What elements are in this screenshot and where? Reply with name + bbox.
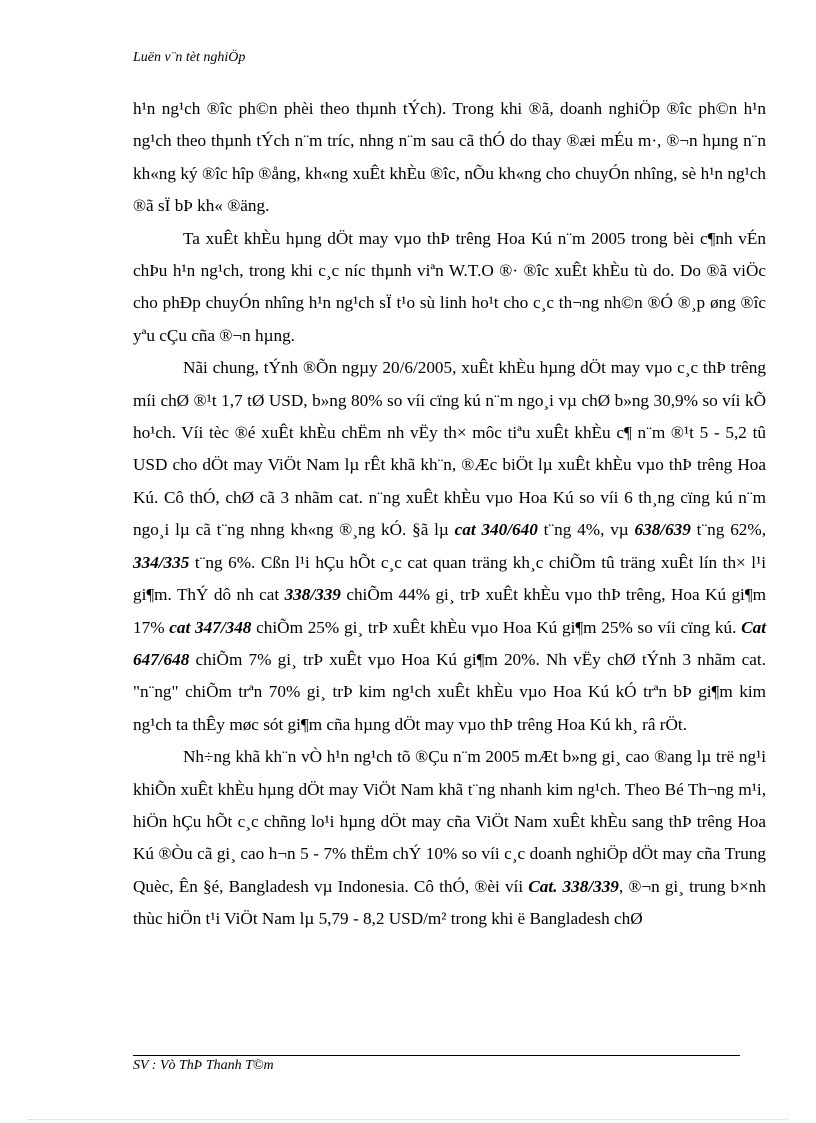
body-text (133, 93, 766, 936)
paragraph (133, 352, 766, 741)
paragraph (133, 93, 766, 223)
text-run: Nãi chung, tÝnh ®Õn ngµy 20/6/2005, xuÊt khÈu hµng dÖt may vµo c¸c thÞ trêng míi chØ ®¹t 1,7 tØ USD, b»ng 80% so víi cïng kú n¨m ngo¸i vµ chØ b»ng 30,9% so víi kÕ ho¹ch. Víi tèc ®é xuÊt khÈu chËm nh vËy th× môc tiªu xuÊt khÈu c¶ n¨m ®¹t 5 - 5,2 tû USD cho dÖt may ViÖt Nam lµ rÊt khã kh¨n, ®Æc biÖt lµ xuÊt khÈu vµo thÞ trêng Hoa Kú. Cô thÓ, chØ cã 3 nhãm cat. n¨ng xuÊt khÈu vµo Hoa Kú so víi 6 th¸ng cïng kú n¨m ngo¸i lµ cã t¨ng nhng kh«ng ®¸ng kÓ. §ã lµ (133, 358, 766, 540)
page-header: Luën v¨n tèt nghiÖp (133, 50, 246, 65)
emphasis-code: cat 340/640 (454, 520, 538, 540)
text-run: Nh÷ng khã kh¨n vÒ h¹n ng¹ch tõ ®Çu n¨m 2005 mÆt b»ng gi¸ cao ®ang lµ trë ng¹i khiÕn xuÊt khÈu hµng dÖt may ViÖt Nam khã t¨ng nhanh kim ng¹ch. Theo Bé Th¬ng m¹i, hiÖn hÇu hÕt c¸c chñng lo¹i hµng dÖt may cña ViÖt Nam xuÊt khÈu sang thÞ trêng Hoa Kú ®Òu cã gi¸ cao h¬n 5 - 7% thËm chÝ 10% so víi c¸c doanh nghiÖp dÖt may cña Trung Quèc, Ên §é, Bangladesh vµ Indonesia. Cô thÓ, ®èi víi (133, 747, 766, 896)
paragraph (133, 223, 766, 353)
text-run: t¨ng 6%. Cßn l¹i hÇu hÕt c¸c cat quan träng kh¸c chiÕm tû träng xuÊt lín th× l¹i gi¶m. ThÝ dô nh cat (133, 552, 766, 605)
text-run: t¨ng 4%, vµ (537, 520, 635, 540)
emphasis-code: 334/335 (133, 552, 190, 572)
text-run: h¹n ng¹ch ®îc ph©n phèi theo thµnh tÝch). Trong khi ®ã, doanh nghiÖp ®îc ph©n h¹n ng¹ch theo thµnh tÝch n¨m tríc, nhng n¨m sau cã thÓ do thay ®æi mÉu m·, ®¬n hµng n¨n kh«ng ký ®îc hîp ®ång, kh«ng xuÊt khÈu ®îc, nÕu kh«ng cho chuyÓn nhîng, sè h¹n ng¹ch ®ã sÏ bÞ kh« ®äng. (133, 99, 766, 216)
text-run: chiÕm 25% gi¸ trÞ xuÊt khÈu vµo Hoa Kú gi¶m 25% so víi cïng kú. (251, 617, 742, 637)
paragraph (133, 741, 766, 935)
page-footer: SV : Vò ThÞ Thanh T©m (133, 1058, 274, 1073)
emphasis-code: 338/339 (284, 585, 341, 605)
footer-divider (133, 1055, 740, 1056)
page-edge (28, 1119, 788, 1120)
emphasis-code: cat 347/348 (169, 617, 252, 637)
text-run: Ta xuÊt khÈu hµng dÖt may vµo thÞ trêng Hoa Kú n¨m 2005 trong bèi c¶nh vÉn chÞu h¹n ng¹ch, trong khi c¸c níc thµnh viªn W.T.O ®· ®îc xuÊt khÈu tù do. Do ®ã viÖc cho phÐp chuyÓn nhîng h¹n ng¹ch sÏ t¹o sù linh ho¹t cho c¸c th¬ng nh©n ®Ó ®¸p øng ®îc yªu cÇu cña ®¬n hµng. (133, 228, 766, 345)
emphasis-code: Cat 647/648 (133, 617, 766, 669)
text-run: t¨ng 62%, (690, 520, 766, 540)
emphasis-code: 638/639 (634, 520, 691, 540)
text-run: chiÕm 7% gi¸ trÞ xuÊt vµo Hoa Kú gi¶m 20%. Nh vËy chØ tÝnh 3 nhãm cat. "n¨ng" chiÕm trªn 70% gi¸ trÞ kim ng¹ch xuÊt khÈu vµo Hoa Kú kÓ trªn bÞ gi¶m kim ng¹ch ta thÊy møc sót gi¶m cña hµng dÖt may vµo thÞ trêng Hoa Kú kh¸ râ rÖt. (133, 649, 766, 734)
emphasis-code: Cat. 338/339 (528, 876, 619, 896)
text-run: , ®¬n gi¸ trung b×nh thùc hiÖn t¹i ViÖt Nam lµ 5,79 - 8,2 USD/m² trong khi ë Bangladesh chØ (133, 876, 766, 929)
text-run: chiÕm 44% gi¸ trÞ xuÊt khÈu vµo thÞ trêng, Hoa Kú gi¶m 17% (133, 585, 766, 637)
